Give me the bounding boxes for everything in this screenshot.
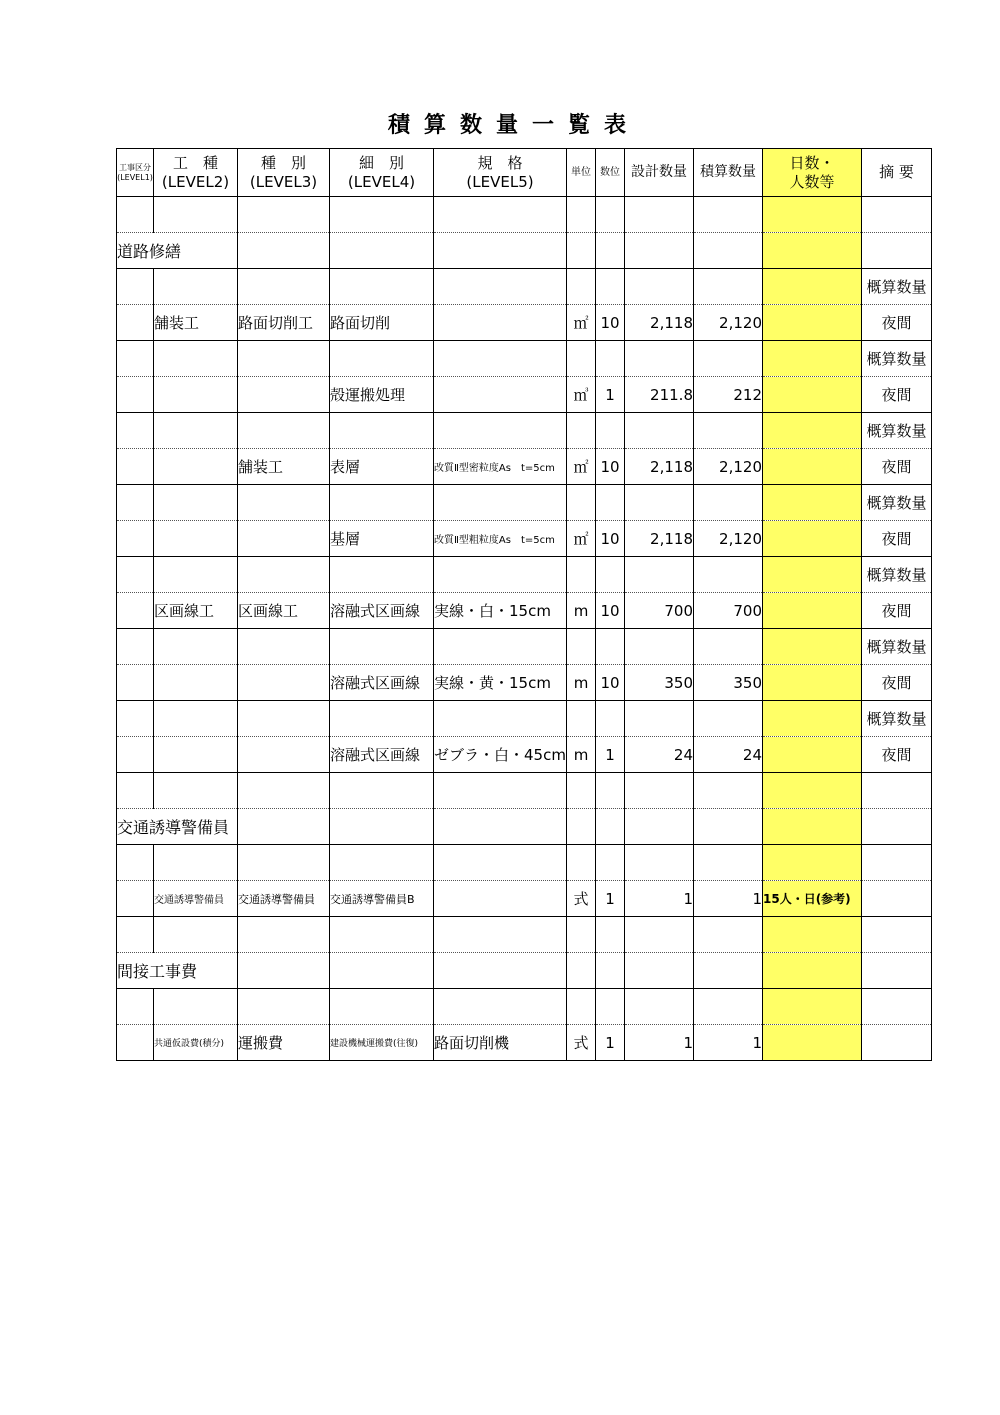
cell-unit: m (567, 665, 596, 701)
cell-digits: 1 (596, 881, 625, 917)
table-row (117, 449, 932, 485)
cell-lv5: 改質Ⅱ型粗粒度As t=5cm (434, 521, 567, 557)
cell-design: 24 (625, 737, 694, 773)
section-label: 交通誘導警備員 (117, 809, 238, 845)
remarks-night: 夜間 (862, 377, 932, 413)
table-row (117, 377, 932, 413)
section-row-road (117, 233, 932, 269)
cell-design: 1 (625, 881, 694, 917)
table-row (117, 557, 932, 593)
header-design-qty: 設計数量 (625, 149, 694, 197)
cell-lv5: 改質Ⅱ型密粒度As t=5cm (434, 449, 567, 485)
header-days: 日数・ 人数等 (763, 149, 862, 197)
cell-design: 700 (625, 593, 694, 629)
cell-lv3: 舗装工 (238, 449, 330, 485)
cell-unit: ㎡ (567, 449, 596, 485)
header-unit: 単位 (567, 149, 596, 197)
remarks-night: 夜間 (862, 665, 932, 701)
table-row (117, 989, 932, 1025)
cell-lv2: 共通仮設費(積分) (154, 1025, 238, 1061)
cell-lv3: 区画線工 (238, 593, 330, 629)
cell-lv3 (238, 665, 330, 701)
header-est-qty: 積算数量 (694, 149, 763, 197)
cell-est: 2,120 (694, 305, 763, 341)
header-digits: 数位 (596, 149, 625, 197)
table-row (117, 917, 932, 953)
cell-lv2: 舗装工 (154, 305, 238, 341)
remarks-approx: 概算数量 (862, 413, 932, 449)
cell-lv4: 殻運搬処理 (330, 377, 434, 413)
cell-lv2 (154, 665, 238, 701)
cell-lv3: 運搬費 (238, 1025, 330, 1061)
cell-lv5: 路面切削機 (434, 1025, 567, 1061)
cell-design: 1 (625, 1025, 694, 1061)
cell-lv4: 交通誘導警備員B (330, 881, 434, 917)
page-title: 積算数量一覧表 (387, 113, 640, 138)
header-level5: 規 格 (LEVEL5) (434, 149, 567, 197)
cell-lv4: 路面切削 (330, 305, 434, 341)
cell-lv4: 溶融式区画線 (330, 737, 434, 773)
cell-digits: 1 (596, 737, 625, 773)
remarks-approx: 概算数量 (862, 269, 932, 305)
cell-digits: 10 (596, 665, 625, 701)
cell-unit: m (567, 737, 596, 773)
cell-lv3: 交通誘導警備員 (238, 881, 330, 917)
cell-lv2 (154, 377, 238, 413)
header-level4: 細 別 (LEVEL4) (330, 149, 434, 197)
cell-lv5 (434, 377, 567, 413)
remarks-approx: 概算数量 (862, 701, 932, 737)
cell-design: 350 (625, 665, 694, 701)
cell-digits: 1 (596, 377, 625, 413)
header-level2: 工 種 (LEVEL2) (154, 149, 238, 197)
quantity-table (116, 148, 932, 1061)
cell-lv2 (154, 449, 238, 485)
cell-lv2: 区画線工 (154, 593, 238, 629)
section-label: 間接工事費 (117, 953, 238, 989)
remarks-night: 夜間 (862, 305, 932, 341)
header-remarks: 摘 要 (862, 149, 932, 197)
cell-unit: m (567, 593, 596, 629)
table-row (117, 773, 932, 809)
cell-est: 2,120 (694, 521, 763, 557)
table-row (117, 1025, 932, 1061)
cell-est: 212 (694, 377, 763, 413)
table-row (117, 593, 932, 629)
remarks-night: 夜間 (862, 593, 932, 629)
cell-digits: 10 (596, 593, 625, 629)
cell-lv5 (434, 881, 567, 917)
table-row (117, 665, 932, 701)
cell-lv5: 実線・白・15cm (434, 593, 567, 629)
cell-digits: 10 (596, 305, 625, 341)
cell-design: 2,118 (625, 521, 694, 557)
table-row (117, 881, 932, 917)
cell-est: 24 (694, 737, 763, 773)
cell-unit: 式 (567, 881, 596, 917)
cell-lv5: 実線・黄・15cm (434, 665, 567, 701)
remarks-night: 夜間 (862, 737, 932, 773)
cell-lv4: 表層 (330, 449, 434, 485)
remarks-night: 夜間 (862, 521, 932, 557)
cell-design: 2,118 (625, 449, 694, 485)
remarks-night: 夜間 (862, 449, 932, 485)
header-level1: 工事区分 (LEVEL1) (117, 149, 154, 197)
remarks-approx: 概算数量 (862, 629, 932, 665)
table-row (117, 701, 932, 737)
table-row (117, 197, 932, 233)
header-row (117, 149, 932, 197)
cell-lv3 (238, 377, 330, 413)
table-row (117, 521, 932, 557)
section-row-traffic (117, 809, 932, 845)
cell-est: 350 (694, 665, 763, 701)
section-label: 道路修繕 (117, 233, 238, 269)
section-row-indirect (117, 953, 932, 989)
header-level3: 種 別 (LEVEL3) (238, 149, 330, 197)
cell-digits: 10 (596, 449, 625, 485)
cell-lv4: 溶融式区画線 (330, 665, 434, 701)
cell-design: 2,118 (625, 305, 694, 341)
cell-est: 700 (694, 593, 763, 629)
remarks-approx: 概算数量 (862, 341, 932, 377)
remarks-approx: 概算数量 (862, 557, 932, 593)
cell-lv2 (154, 521, 238, 557)
cell-est: 1 (694, 1025, 763, 1061)
cell-est: 2,120 (694, 449, 763, 485)
cell-lv2: 交通誘導警備員 (154, 881, 238, 917)
cell-unit: ㎡ (567, 305, 596, 341)
cell-unit: ㎥ (567, 377, 596, 413)
cell-lv4: 建設機械運搬費(往復) (330, 1025, 434, 1061)
cell-lv2 (154, 737, 238, 773)
table-row (117, 485, 932, 521)
cell-lv3 (238, 521, 330, 557)
cell-unit: ㎡ (567, 521, 596, 557)
table-row (117, 341, 932, 377)
cell-est: 1 (694, 881, 763, 917)
cell-lv4: 溶融式区画線 (330, 593, 434, 629)
remarks-approx: 概算数量 (862, 485, 932, 521)
cell-lv5: ゼブラ・白・45cm (434, 737, 567, 773)
table-row (117, 413, 932, 449)
table-row (117, 629, 932, 665)
cell-lv3 (238, 737, 330, 773)
cell-days: 15人・日(参考) (763, 881, 862, 917)
cell-digits: 10 (596, 521, 625, 557)
cell-lv5 (434, 305, 567, 341)
cell-design: 211.8 (625, 377, 694, 413)
cell-lv3: 路面切削工 (238, 305, 330, 341)
table-row (117, 305, 932, 341)
table-row (117, 737, 932, 773)
cell-lv4: 基層 (330, 521, 434, 557)
cell-digits: 1 (596, 1025, 625, 1061)
cell-unit: 式 (567, 1025, 596, 1061)
table-row (117, 845, 932, 881)
table-row (117, 269, 932, 305)
